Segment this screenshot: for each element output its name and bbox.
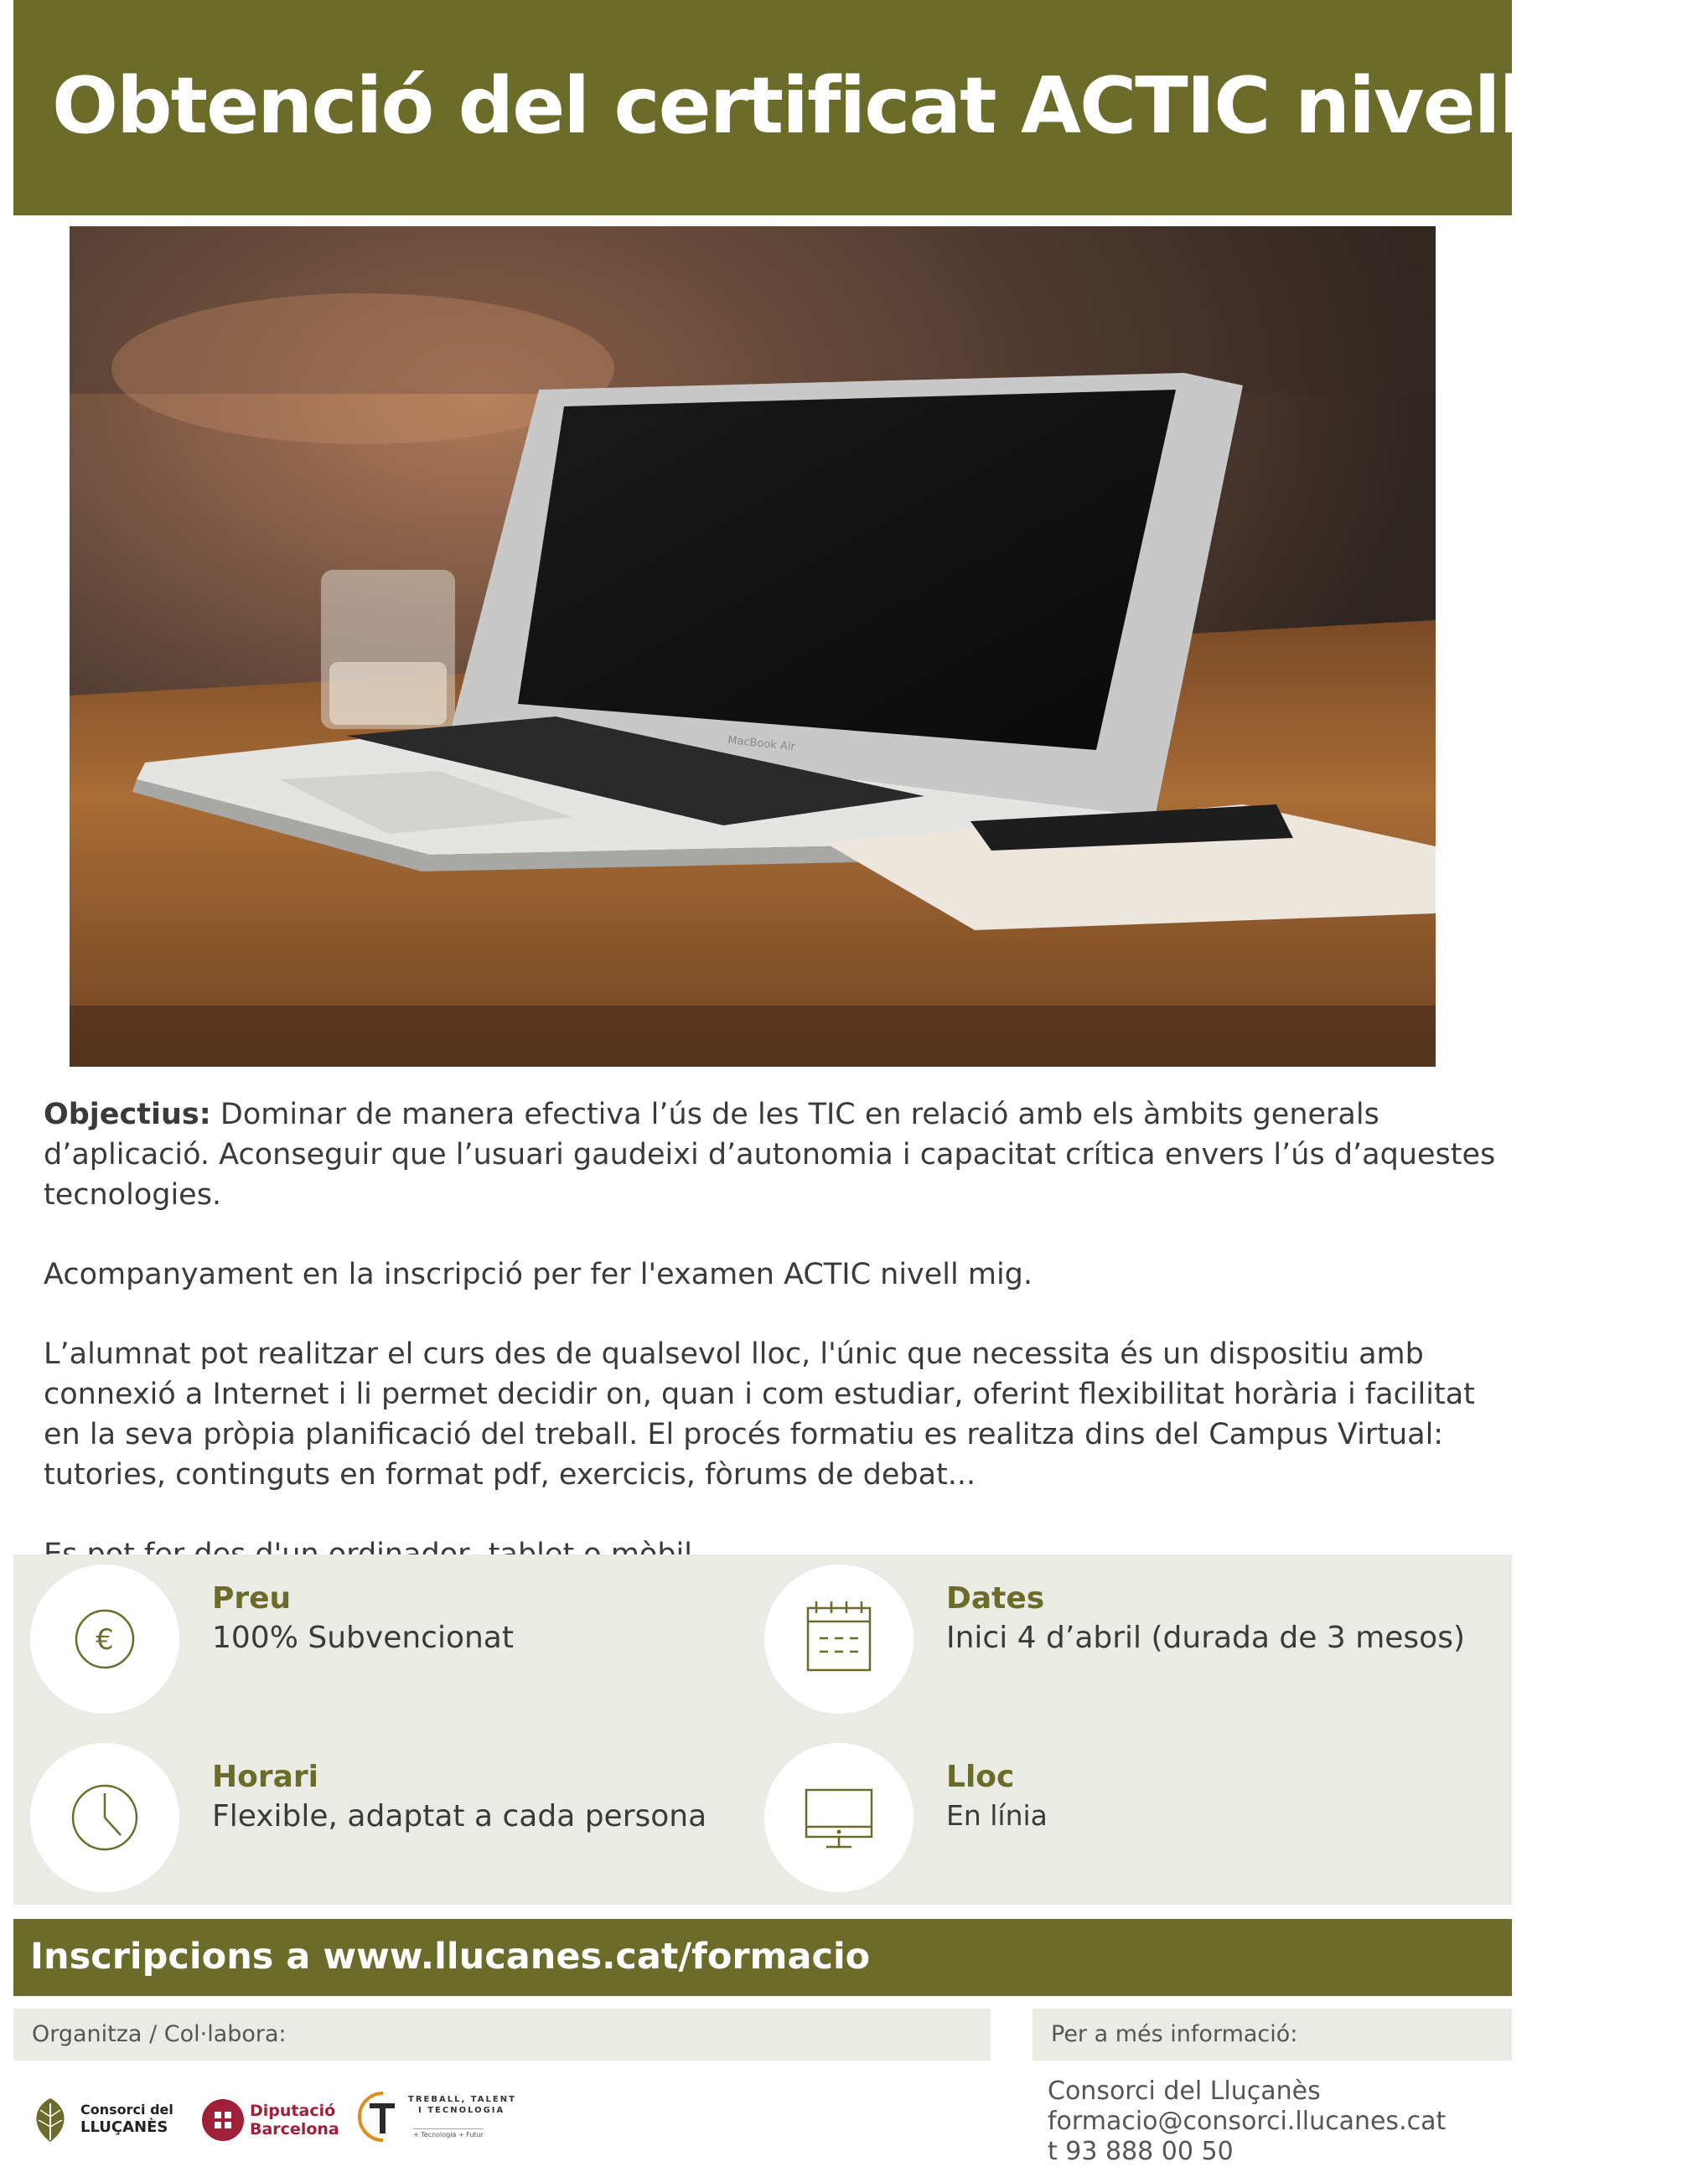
schedule-value: Flexible, adaptat a cada persona bbox=[212, 1799, 707, 1833]
contact-info bbox=[1048, 2076, 1446, 2167]
consorci-llucanes-logo bbox=[25, 2095, 193, 2145]
t-letter-icon bbox=[356, 2090, 406, 2144]
consorci-logo-line1: Consorci del bbox=[80, 2102, 173, 2118]
description-section bbox=[44, 1094, 1510, 1614]
diputacio-logo-line2: Barcelona bbox=[250, 2120, 339, 2139]
schedule-title: Horari bbox=[212, 1760, 319, 1794]
objectives-paragraph bbox=[44, 1094, 1510, 1215]
contact-phone[interactable]: t 93 888 00 50 bbox=[1048, 2137, 1234, 2166]
dates-icon-circle bbox=[764, 1564, 914, 1714]
laptop-illustration bbox=[70, 226, 1436, 1067]
organizers-tab bbox=[13, 2009, 991, 2061]
schedule-icon-circle bbox=[30, 1743, 179, 1892]
contact-name: Consorci del Lluçanès bbox=[1048, 2076, 1321, 2106]
page-title: Obtenció del certificat ACTIC nivell mig bbox=[52, 60, 1708, 151]
euro-icon bbox=[30, 1564, 179, 1714]
diputacio-logo-line1: Diputació bbox=[250, 2102, 336, 2120]
place-title: Lloc bbox=[946, 1760, 1015, 1794]
ttt-logo-line3: + Tecnologia + Futur bbox=[413, 2128, 484, 2139]
place-icon-circle bbox=[764, 1743, 914, 1892]
price-icon-circle bbox=[30, 1564, 179, 1714]
info-panel bbox=[13, 1554, 1512, 1905]
monitor-icon bbox=[764, 1743, 914, 1892]
more-info-tab bbox=[1033, 2009, 1512, 2061]
svg-text:€: € bbox=[96, 1623, 114, 1657]
objectives-text: Dominar de manera efectiva l’ús de les TIC en relació amb els àmbits generals d’aplicació. Aconseguir que l’usuari gaudeixi d’autonomia i capacitat crítica envers l’ús d’aquestes tecnologies. bbox=[44, 1098, 1496, 1212]
dates-value: Inici 4 d’abril (durada de 3 mesos) bbox=[946, 1621, 1465, 1655]
diputacio-seal-icon bbox=[201, 2098, 245, 2142]
objectives-label: Objectius: bbox=[44, 1098, 211, 1131]
header-banner bbox=[13, 0, 1708, 215]
treball-talent-tecnologia-logo bbox=[356, 2090, 516, 2145]
dates-title: Dates bbox=[946, 1581, 1045, 1616]
consorci-logo-line2: LLUÇANÈS bbox=[80, 2118, 168, 2136]
contact-email[interactable]: formacio@consorci.llucanes.cat bbox=[1048, 2107, 1447, 2136]
clock-icon bbox=[30, 1743, 179, 1892]
laptop-photo bbox=[70, 226, 1436, 1067]
ttt-logo-line1: TREBALL, TALENT bbox=[408, 2095, 516, 2104]
ttt-logo-line2: I TECNOLOGIA bbox=[418, 2106, 505, 2115]
support-paragraph: Acompanyament en la inscripció per fer l'examen ACTIC nivell mig. bbox=[44, 1258, 1033, 1291]
leaf-icon bbox=[25, 2095, 75, 2145]
place-value: En línia bbox=[946, 1799, 1048, 1832]
registration-bar bbox=[13, 1919, 1512, 1996]
price-value: 100% Subvencionat bbox=[212, 1621, 514, 1655]
learning-paragraph: L’alumnat pot realitzar el curs des de qualsevol lloc, l'únic que necessita és un dispositiu amb connexió a Internet i li permet decidir on, quan i com estudiar, oferint flexibilitat horària i facilitat en la seva pròpia planificació del treball. El procés formatiu es realitza dins del Campus Virtual: tutories, continguts en format pdf, exercicis, fòrums de debat... bbox=[44, 1337, 1475, 1492]
registration-link[interactable]: Inscripcions a www.llucanes.cat/formacio bbox=[30, 1936, 871, 1978]
laptop-brand-label: MacBook Air bbox=[727, 734, 796, 754]
diputacio-barcelona-logo bbox=[201, 2095, 344, 2145]
more-info-label: Per a més informació: bbox=[1051, 2021, 1298, 2047]
calendar-icon bbox=[764, 1564, 914, 1714]
organizers-label: Organitza / Col·labora: bbox=[32, 2021, 287, 2047]
price-title: Preu bbox=[212, 1581, 292, 1616]
